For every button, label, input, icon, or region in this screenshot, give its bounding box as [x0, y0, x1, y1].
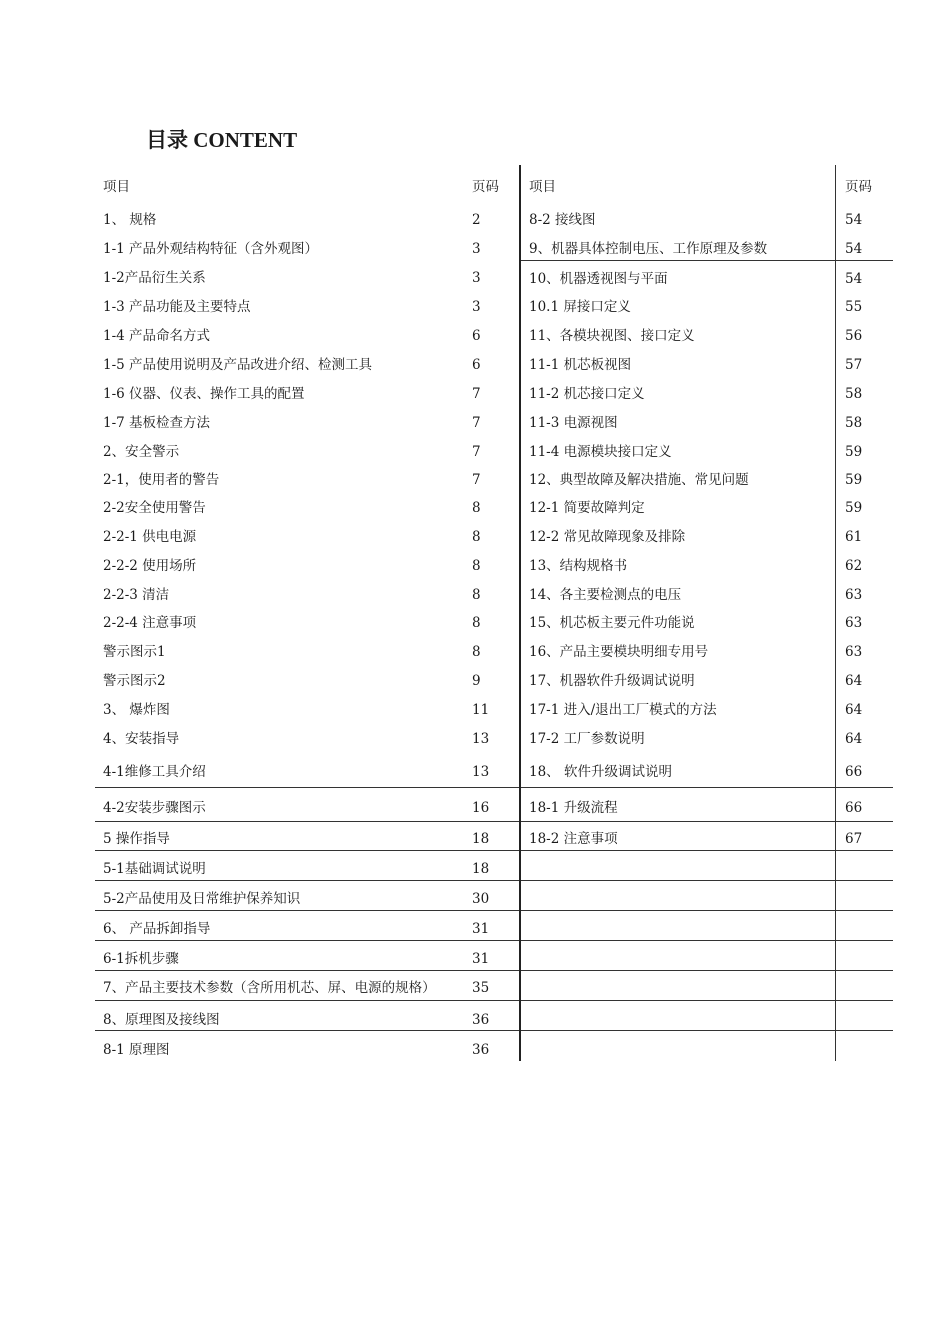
toc-entry-page: 13 [472, 764, 490, 780]
toc-entry-title: 2-2-4 注意事项 [103, 615, 197, 631]
toc-entry-page: 6 [472, 328, 481, 344]
toc-entry-title: 18、 软件升级调试说明 [529, 764, 672, 780]
toc-entry-title: 12-2 常见故障现象及排除 [529, 529, 686, 545]
toc-entry-page: 59 [845, 472, 863, 488]
toc-entry-page: 8 [472, 587, 481, 603]
toc-entry-page: 64 [845, 702, 863, 718]
toc-entry-page: 18 [472, 831, 490, 847]
right-header-item: 项目 [529, 179, 556, 195]
right-header-page: 页码 [845, 179, 872, 195]
toc-entry-page: 64 [845, 673, 863, 689]
toc-entry-page: 8 [472, 644, 481, 660]
toc-entry-page: 56 [845, 328, 863, 344]
toc-entry-page: 58 [845, 415, 863, 431]
toc-entry-title: 11-2 机芯接口定义 [529, 386, 645, 402]
toc-entry-title: 4-1维修工具介绍 [103, 764, 206, 780]
toc-entry-page: 58 [845, 386, 863, 402]
toc-entry-page: 7 [472, 444, 481, 460]
toc-entry-title: 2-1，使用者的警告 [103, 472, 220, 488]
toc-entry-page: 7 [472, 415, 481, 431]
toc-entry-title: 11-3 电源视图 [529, 415, 618, 431]
toc-entry-title: 8、原理图及接线图 [103, 1012, 220, 1028]
toc-entry-title: 2、安全警示 [103, 444, 180, 460]
row-rule [521, 880, 893, 881]
toc-entry-page: 7 [472, 386, 481, 402]
toc-entry-page: 36 [472, 1042, 490, 1058]
toc-entry-title: 1-2产品衍生关系 [103, 270, 206, 286]
column-divider [519, 165, 521, 1061]
toc-entry-page: 54 [845, 212, 863, 228]
row-rule [521, 910, 893, 911]
toc-entry-title: 5 操作指导 [103, 831, 170, 847]
toc-entry-title: 16、产品主要模块明细专用号 [529, 644, 709, 660]
toc-entry-title: 11-4 电源模块接口定义 [529, 444, 672, 460]
toc-entry-title: 1-6 仪器、仪表、操作工具的配置 [103, 386, 305, 402]
toc-entry-title: 9、机器具体控制电压、工作原理及参数 [529, 241, 768, 257]
toc-entry-page: 59 [845, 500, 863, 516]
toc-entry-page: 8 [472, 615, 481, 631]
toc-entry-title: 4、安装指导 [103, 731, 180, 747]
toc-entry-page: 9 [472, 673, 481, 689]
toc-entry-page: 11 [472, 702, 490, 718]
toc-entry-title: 2-2-1 供电电源 [103, 529, 197, 545]
toc-entry-title: 5-2产品使用及日常维护保养知识 [103, 891, 301, 907]
toc-entry-title: 3、 爆炸图 [103, 702, 170, 718]
left-header-item: 项目 [103, 179, 130, 195]
toc-entry-title: 6、 产品拆卸指导 [103, 921, 211, 937]
row-rule [521, 970, 893, 971]
toc-entry-title: 4-2安装步骤图示 [103, 800, 206, 816]
row-rule [95, 910, 519, 911]
toc-entry-title: 5-1基础调试说明 [103, 861, 206, 877]
row-rule [521, 787, 893, 788]
toc-entry-title: 1-5 产品使用说明及产品改进介绍、检测工具 [103, 357, 373, 373]
toc-entry-page: 67 [845, 831, 863, 847]
toc-entry-page: 13 [472, 731, 490, 747]
toc-entry-title: 10、机器透视图与平面 [529, 271, 668, 287]
page-column-divider [835, 165, 836, 1061]
toc-entry-page: 63 [845, 587, 863, 603]
toc-entry-page: 66 [845, 764, 863, 780]
toc-entry-title: 2-2-3 清洁 [103, 587, 170, 603]
toc-entry-page: 36 [472, 1012, 490, 1028]
toc-entry-page: 8 [472, 558, 481, 574]
row-rule [95, 787, 519, 788]
toc-entry-page: 62 [845, 558, 863, 574]
toc-entry-page: 57 [845, 357, 863, 373]
row-rule [521, 940, 893, 941]
row-rule [95, 850, 519, 851]
toc-entry-page: 2 [472, 212, 481, 228]
toc-entry-title: 6-1拆机步骤 [103, 951, 179, 967]
toc-entry-title: 11-1 机芯板视图 [529, 357, 632, 373]
toc-entry-title: 2-2安全使用警告 [103, 500, 206, 516]
toc-entry-page: 63 [845, 644, 863, 660]
toc-entry-page: 61 [845, 529, 863, 545]
toc-entry-page: 64 [845, 731, 863, 747]
row-rule [521, 260, 893, 261]
toc-entry-title: 1-1 产品外观结构特征（含外观图） [103, 241, 319, 257]
toc-entry-title: 7、产品主要技术参数（含所用机芯、屏、电源的规格） [103, 980, 436, 996]
toc-entry-title: 12、典型故障及解决措施、常见问题 [529, 472, 749, 488]
toc-entry-page: 8 [472, 529, 481, 545]
toc-entry-page: 54 [845, 241, 863, 257]
toc-entry-title: 警示图示2 [103, 673, 166, 689]
toc-entry-title: 17、机器软件升级调试说明 [529, 673, 695, 689]
row-rule [521, 850, 893, 851]
row-rule [521, 821, 893, 822]
row-rule [95, 1030, 519, 1031]
toc-entry-title: 17-2 工厂参数说明 [529, 731, 645, 747]
toc-entry-title: 1-4 产品命名方式 [103, 328, 211, 344]
toc-entry-title: 警示图示1 [103, 644, 166, 660]
toc-entry-page: 30 [472, 891, 490, 907]
row-rule [95, 970, 519, 971]
toc-entry-page: 3 [472, 299, 481, 315]
row-rule [521, 1030, 893, 1031]
toc-entry-title: 2-2-2 使用场所 [103, 558, 197, 574]
toc-entry-title: 12-1 简要故障判定 [529, 500, 645, 516]
toc-entry-page: 66 [845, 800, 863, 816]
toc-entry-page: 31 [472, 951, 490, 967]
toc-entry-title: 13、结构规格书 [529, 558, 628, 574]
toc-entry-page: 6 [472, 357, 481, 373]
toc-entry-title: 15、机芯板主要元件功能说 [529, 615, 695, 631]
toc-entry-title: 1、 规格 [103, 212, 157, 228]
toc-entry-page: 35 [472, 980, 490, 996]
toc-entry-title: 1-7 基板检查方法 [103, 415, 211, 431]
toc-entry-title: 1-3 产品功能及主要特点 [103, 299, 251, 315]
row-rule [95, 1000, 519, 1001]
toc-entry-page: 54 [845, 271, 863, 287]
row-rule [95, 821, 519, 822]
toc-entry-title: 17-1 进入/退出工厂模式的方法 [529, 702, 717, 718]
toc-entry-page: 8 [472, 500, 481, 516]
page-title: 目录 CONTENT [146, 128, 298, 152]
toc-entry-title: 8-1 原理图 [103, 1042, 170, 1058]
toc-entry-page: 63 [845, 615, 863, 631]
toc-entry-title: 18-1 升级流程 [529, 800, 618, 816]
toc-entry-page: 59 [845, 444, 863, 460]
toc-entry-page: 16 [472, 800, 490, 816]
toc-entry-title: 18-2 注意事项 [529, 831, 618, 847]
row-rule [95, 940, 519, 941]
toc-entry-page: 3 [472, 270, 481, 286]
toc-entry-title: 14、各主要检测点的电压 [529, 587, 682, 603]
toc-entry-page: 7 [472, 472, 481, 488]
row-rule [95, 880, 519, 881]
toc-entry-title: 8-2 接线图 [529, 212, 596, 228]
toc-entry-page: 18 [472, 861, 490, 877]
toc-entry-page: 55 [845, 299, 863, 315]
toc-entry-title: 10.1 屏接口定义 [529, 299, 631, 315]
left-header-page: 页码 [472, 179, 499, 195]
row-rule [521, 1000, 893, 1001]
toc-entry-page: 3 [472, 241, 481, 257]
toc-entry-title: 11、各模块视图、接口定义 [529, 328, 695, 344]
toc-entry-page: 31 [472, 921, 490, 937]
